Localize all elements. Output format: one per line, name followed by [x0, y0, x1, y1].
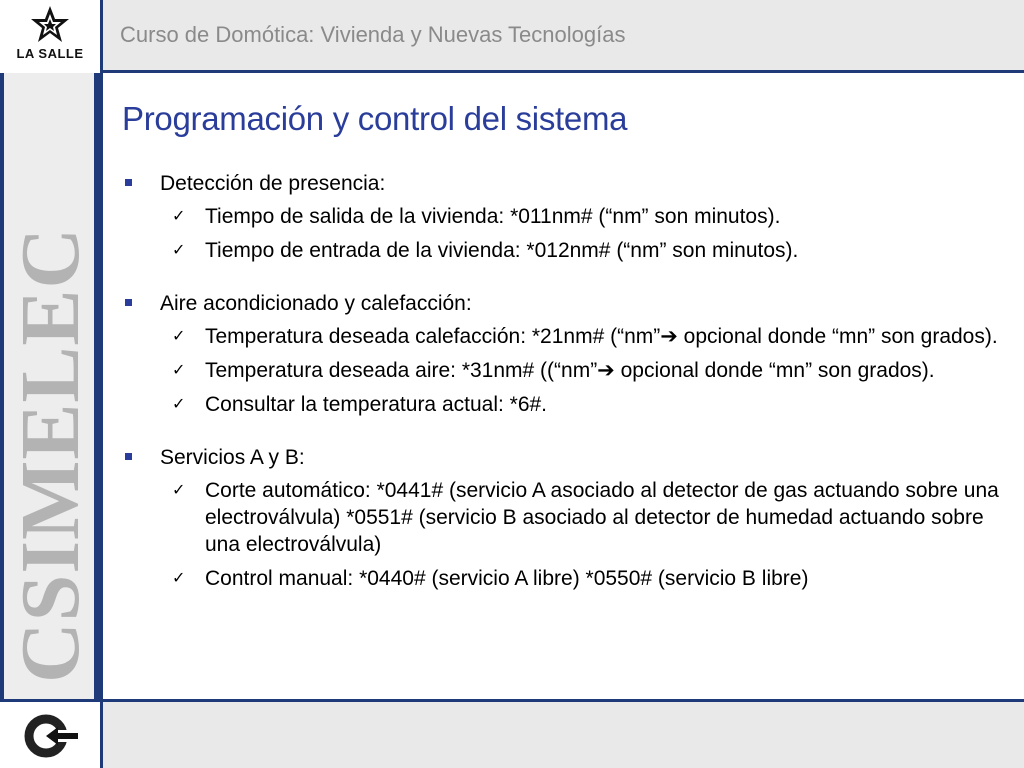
header-bar: [103, 0, 1024, 73]
square-bullet-icon: [125, 299, 132, 306]
item-text: Temperatura deseada aire: *31nm# ((“nm”➔ opcional donde “mn” son grados).: [205, 359, 935, 382]
list-item: [122, 477, 1002, 558]
section-climate: [122, 290, 1002, 418]
section-heading: Aire acondicionado y calefacción:: [160, 292, 472, 315]
course-title: Curso de Domótica: Vivienda y Nuevas Tecnologías: [120, 22, 626, 47]
brand-word: CSIMELEC: [4, 226, 97, 683]
list-item: [122, 203, 1002, 230]
slide-title: Programación y control del sistema: [122, 100, 628, 137]
checkmark-icon: ✓: [172, 482, 186, 499]
list-item: [122, 391, 1002, 418]
list-item: [122, 170, 1002, 197]
item-text: Consultar la temperatura actual: *6#.: [205, 393, 548, 416]
list-item: [122, 237, 1002, 264]
checkmark-icon: ✓: [172, 570, 186, 587]
divider-line: [100, 0, 103, 768]
checkmark-icon: ✓: [172, 362, 186, 379]
checkmark-icon: ✓: [172, 242, 186, 259]
list-item: [122, 290, 1002, 317]
list-item: [122, 323, 1002, 350]
section-heading: Detección de presencia:: [160, 172, 386, 195]
star-icon: [28, 4, 72, 44]
footer-bar: [103, 699, 1024, 768]
item-text: Tiempo de entrada de la vivienda: *012nm# (“nm” son minutos).: [205, 239, 799, 262]
list-item: [122, 565, 1002, 592]
back-arrow-icon[interactable]: [24, 714, 80, 758]
slide-content: [122, 170, 1002, 618]
square-bullet-icon: [125, 453, 132, 460]
item-text: Tiempo de salida de la vivienda: *011nm# (“nm” son minutos).: [205, 205, 781, 228]
sidebar-panel: [4, 73, 97, 699]
checkmark-icon: ✓: [172, 396, 186, 413]
checkmark-icon: ✓: [172, 328, 186, 345]
logo-text: LA SALLE: [16, 46, 84, 61]
section-presence: [122, 170, 1002, 264]
section-heading: Servicios A y B:: [160, 446, 305, 469]
sidebar: [0, 73, 100, 699]
list-item: [122, 357, 1002, 384]
section-services: [122, 444, 1002, 592]
item-text: Control manual: *0440# (servicio A libre) *0550# (servicio B libre): [205, 567, 809, 590]
footer-logo-box: [0, 699, 100, 768]
square-bullet-icon: [125, 179, 132, 186]
item-text: Corte automático: *0441# (servicio A asociado al detector de gas actuando sobre una electroválvula) *0551# (servicio B asociado al detector de humedad actuando sobre una electroválvula): [205, 479, 999, 556]
item-text: Temperatura deseada calefacción: *21nm# (“nm”➔ opcional donde “mn” son grados).: [205, 325, 998, 348]
logo: [0, 0, 103, 70]
checkmark-icon: ✓: [172, 208, 186, 225]
list-item: [122, 444, 1002, 471]
